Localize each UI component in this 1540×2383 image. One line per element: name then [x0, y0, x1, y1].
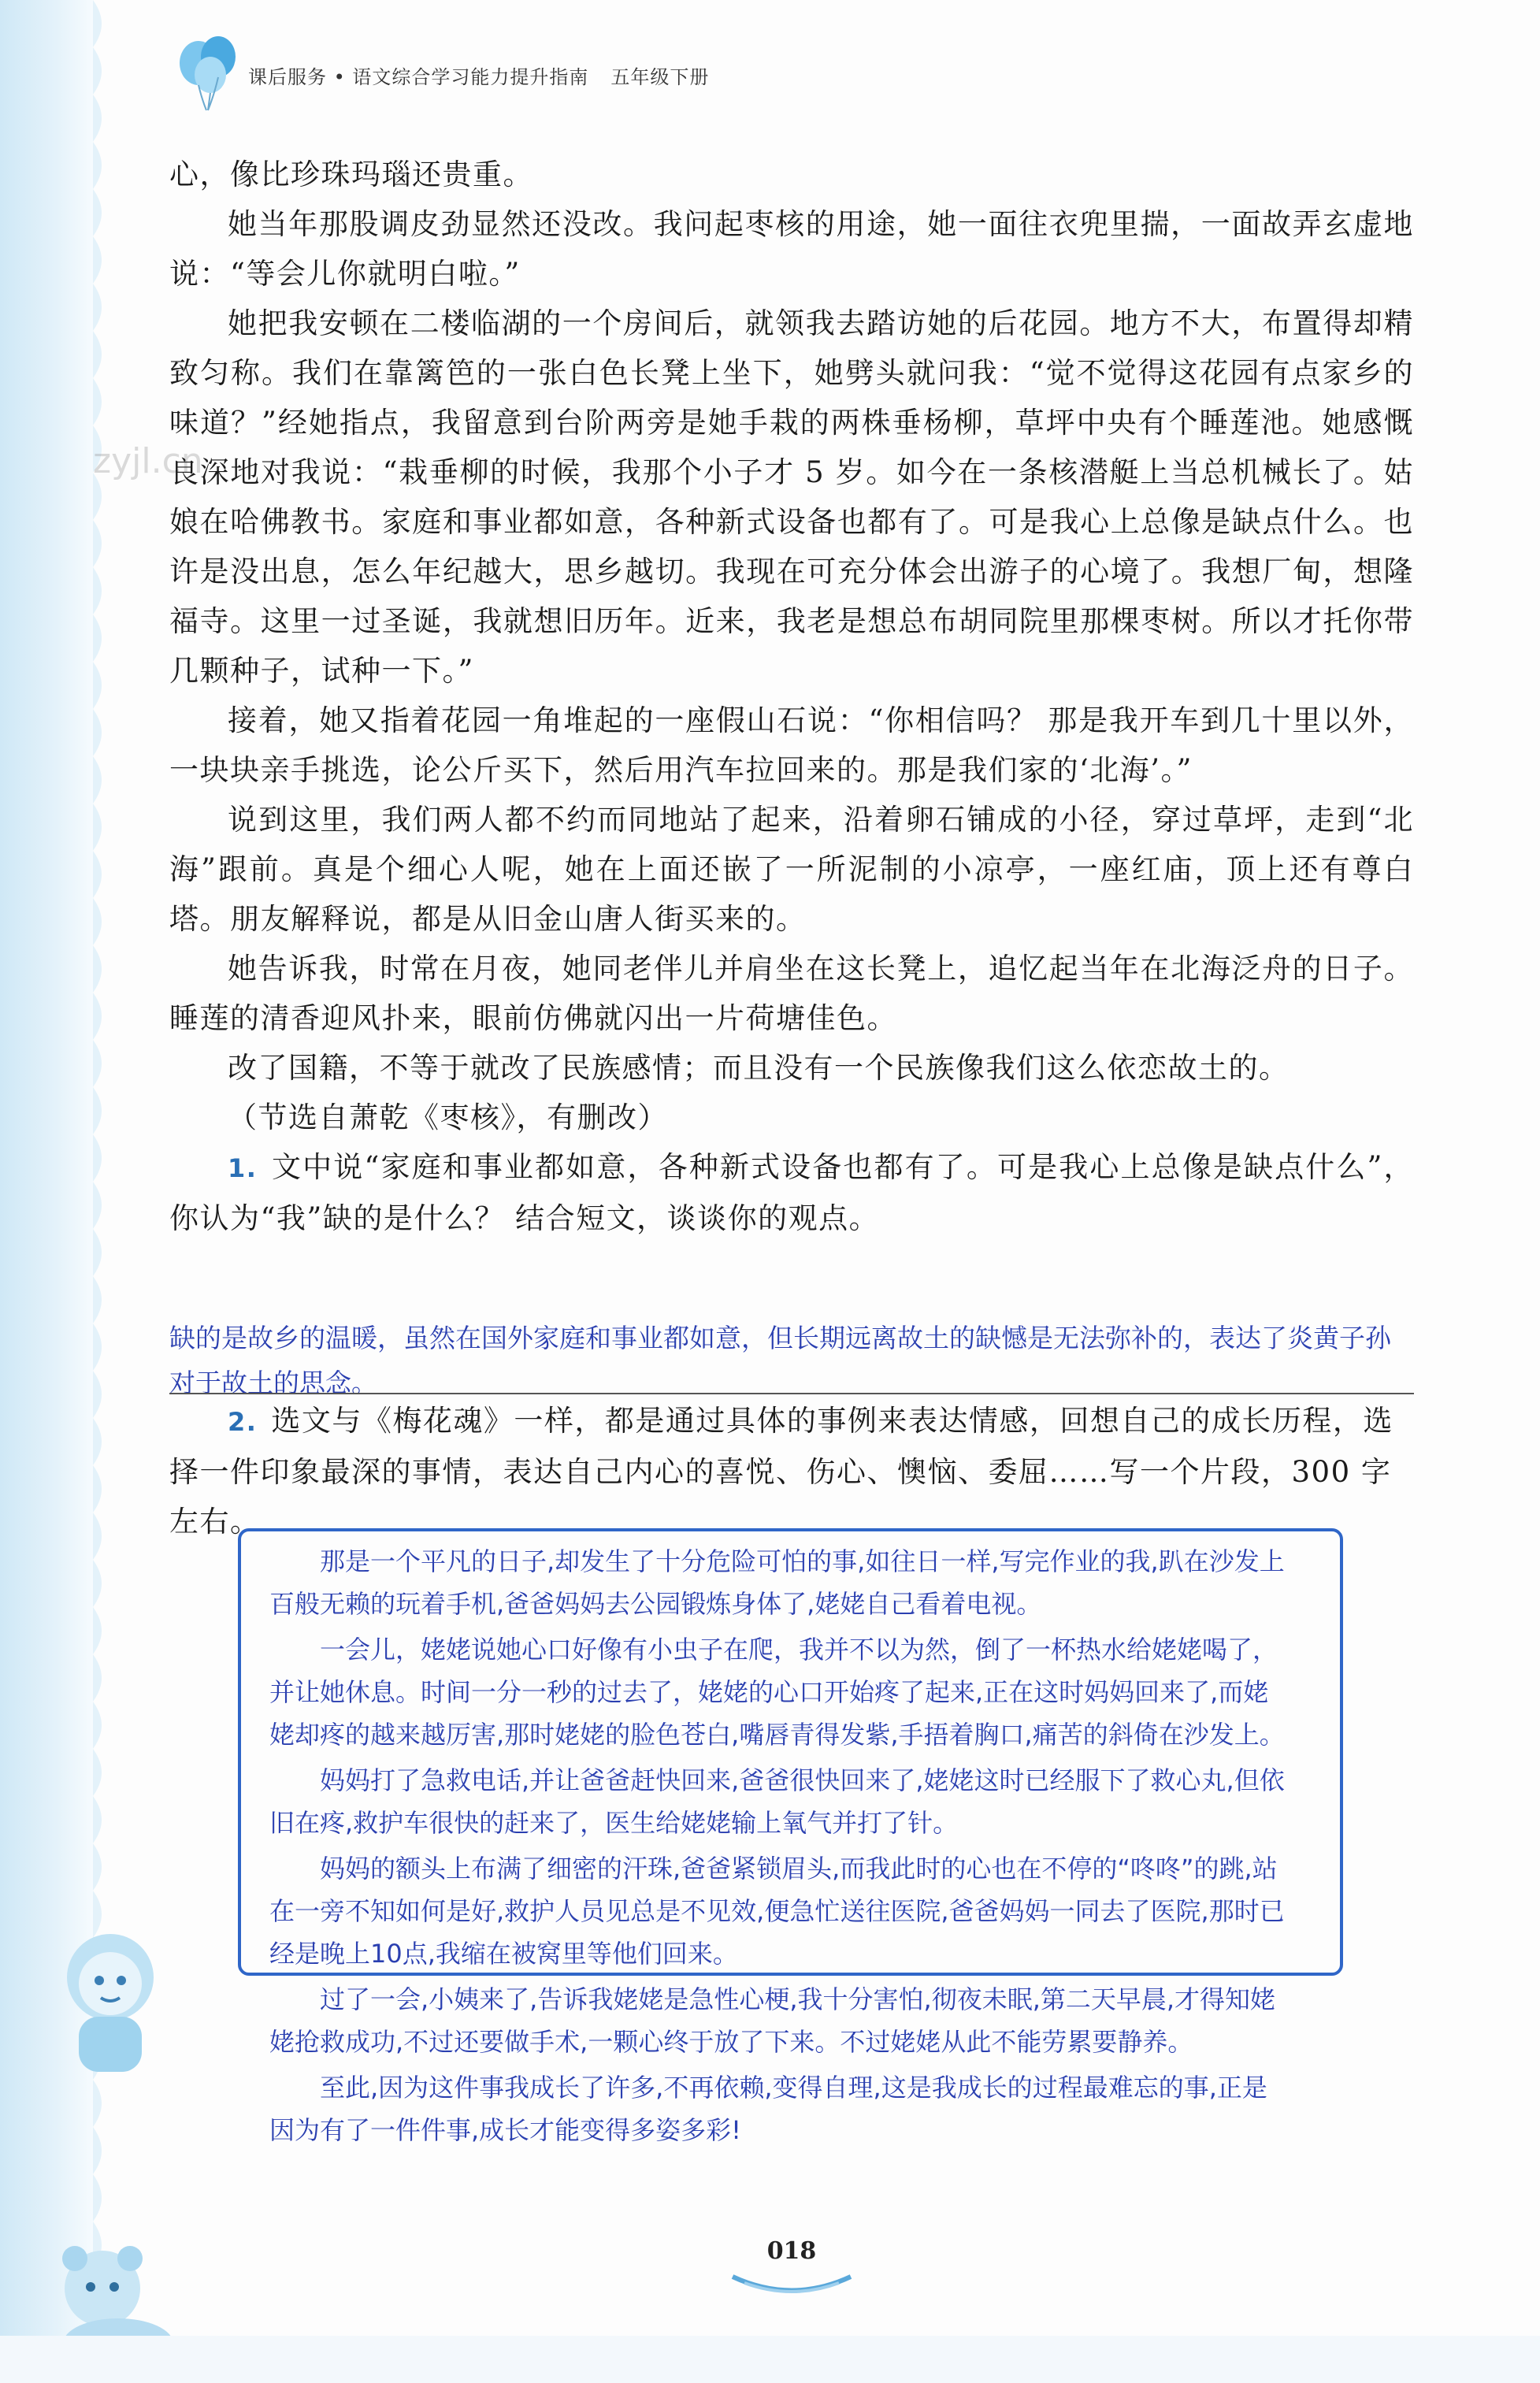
essay-paragraph: 妈妈的额头上布满了细密的汗珠,爸爸紧锁眉头,而我此时的心也在不停的“咚咚”的跳,站在一旁不知如何是好,救护人员见总是不见效,便急忙送往医院,爸爸妈妈一同去了医院,那时已经是晚上10点,我缩在被窝里等他们回来。	[269, 1854, 1285, 1969]
question-2-text: 选文与《梅花魂》一样，都是通过具体的事例来表达情感，回想自己的成长历程，选择一件印象最深的事情，表达自己内心的喜悦、伤心、懊恼、委屈……写一个片段，300 字左右。	[169, 1404, 1393, 1539]
running-header	[248, 61, 709, 89]
header-grade: 五年级下册	[610, 66, 710, 88]
answer-line	[169, 1393, 1414, 1394]
balloons-logo-icon	[175, 32, 246, 118]
question-1-number: 1.	[228, 1153, 258, 1183]
passage-source: （节选自萧乾《枣核》，有删改）	[228, 1101, 668, 1134]
page-number: 018	[766, 2237, 817, 2265]
answer-1-handwriting: 缺的是故乡的温暖，虽然在国外家庭和事业都如意，但长期远离故土的缺憾是无法弥补的，表达了炎黄子孙对于故土的思念。	[169, 1323, 1391, 1398]
footer-band	[0, 2336, 1540, 2383]
passage-paragraph: 她告诉我，时常在月夜，她同老伴儿并肩坐在这长凳上，追忆起当年在北海泛舟的日子。睡莲的清香迎风扑来，眼前仿佛就闪出一片荷塘佳色。	[169, 952, 1414, 1035]
essay-paragraph: 妈妈打了急救电话,并让爸爸赶快回来,爸爸很快回来了,姥姥这时已经服下了救心丸,但依旧在疼,救护车很快的赶来了，医生给姥姥输上氧气并打了针。	[269, 1765, 1285, 1838]
essay-paragraph: 过了一会,小姨来了,告诉我姥姥是急性心梗,我十分害怕,彻夜未眠,第二天早晨,才得知姥姥抢救成功,不过还要做手术,一颗心终于放了下来。不过姥姥从此不能劳累要静养。	[269, 1984, 1276, 2057]
passage-paragraph: 说到这里，我们两人都不约而同地站了起来，沿着卵石铺成的小径，穿过草坪，走到“北海”跟前。真是个细心人呢，她在上面还嵌了一所泥制的小凉亭，一座红庙，顶上还有尊白塔。朋友解释说，都是从旧金山唐人街买来的。	[169, 803, 1414, 936]
passage-paragraph: 她把我安顿在二楼临湖的一个房间后，就领我去踏访她的后花园。地方不大，布置得却精致匀称。我们在靠篱笆的一张白色长凳上坐下，她劈头就问我：“觉不觉得这花园有点家乡的味道？”经她指点，我留意到台阶两旁是她手栽的两株垂杨柳，草坪中央有个睡莲池。她感慨良深地对我说：“栽垂柳的时候，我那个小子才 5 岁。如今在一条核潜艇上当总机械长了。姑娘在哈佛教书。家庭和事业都如意，各种新式设备也都有了。可是我心上总像是缺点什么。也许是没出息，怎么年纪越大，思乡越切。我现在可充分体会出游子的心境了。我想厂甸，想隆福寺。这里一过圣诞，我就想旧历年。近来，我老是想总布胡同院里那棵枣树。所以才托你带几颗种子，试种一下。”	[169, 306, 1414, 688]
essay-paragraph: 至此,因为这件事我成长了许多,不再依赖,变得自理,这是我成长的过程最难忘的事,正是因为有了一件件事,成长才能变得多姿多彩!	[269, 2073, 1267, 2145]
question-2-number: 2.	[228, 1407, 258, 1437]
passage-first-line: 心，像比珍珠玛瑙还贵重。	[169, 158, 533, 191]
passage-paragraph: 她当年那股调皮劲显然还没改。我问起枣核的用途，她一面往衣兜里揣，一面故弄玄虚地说：“等会儿你就明白啦。”	[169, 207, 1414, 291]
essay-paragraph: 那是一个平凡的日子,却发生了十分危险可怕的事,如往日一样,写完作业的我,趴在沙发上百般无赖的玩着手机,爸爸妈妈去公园锻炼身体了,姥姥自己看着电视。	[269, 1546, 1285, 1619]
question-2	[169, 1396, 1414, 1546]
wave-ornament-icon	[725, 2269, 859, 2300]
header-series: 课后服务 • 语文综合学习能力提升指南	[248, 66, 589, 88]
page-number-badge	[725, 2237, 859, 2300]
reading-passage	[169, 150, 1414, 1243]
passage-paragraph: 接着，她又指着花园一角堆起的一座假山石说：“你相信吗？ 那是我开车到几十里以外，一块块亲手挑选，论公斤买下，然后用汽车拉回来的。那是我们家的‘北海’。”	[169, 703, 1414, 787]
cartoon-child-icon	[47, 1922, 181, 2080]
essay-handwriting	[269, 1540, 1286, 2155]
question-1-text: 文中说“家庭和事业都如意，各种新式设备也都有了。可是我心上总像是缺点什么”，你认为“我”缺的是什么？ 结合短文，谈谈你的观点。	[169, 1150, 1414, 1235]
watermark: zyjl.cn	[93, 441, 203, 481]
passage-paragraph: 改了国籍，不等于就改了民族感情；而且没有一个民族像我们这么依恋故土的。	[228, 1051, 1290, 1085]
question-1	[169, 1142, 1414, 1243]
essay-paragraph: 一会儿，姥姥说她心口好像有小虫子在爬，我并不以为然，倒了一杯热水给姥姥喝了，并让她休息。时间一分一秒的过去了，姥姥的心口开始疼了起来,正在这时妈妈回来了,而姥姥却疼的越来越厉害,那时姥姥的脸色苍白,嘴唇青得发紫,手捂着胸口,痛苦的斜倚在沙发上。	[269, 1635, 1285, 1750]
